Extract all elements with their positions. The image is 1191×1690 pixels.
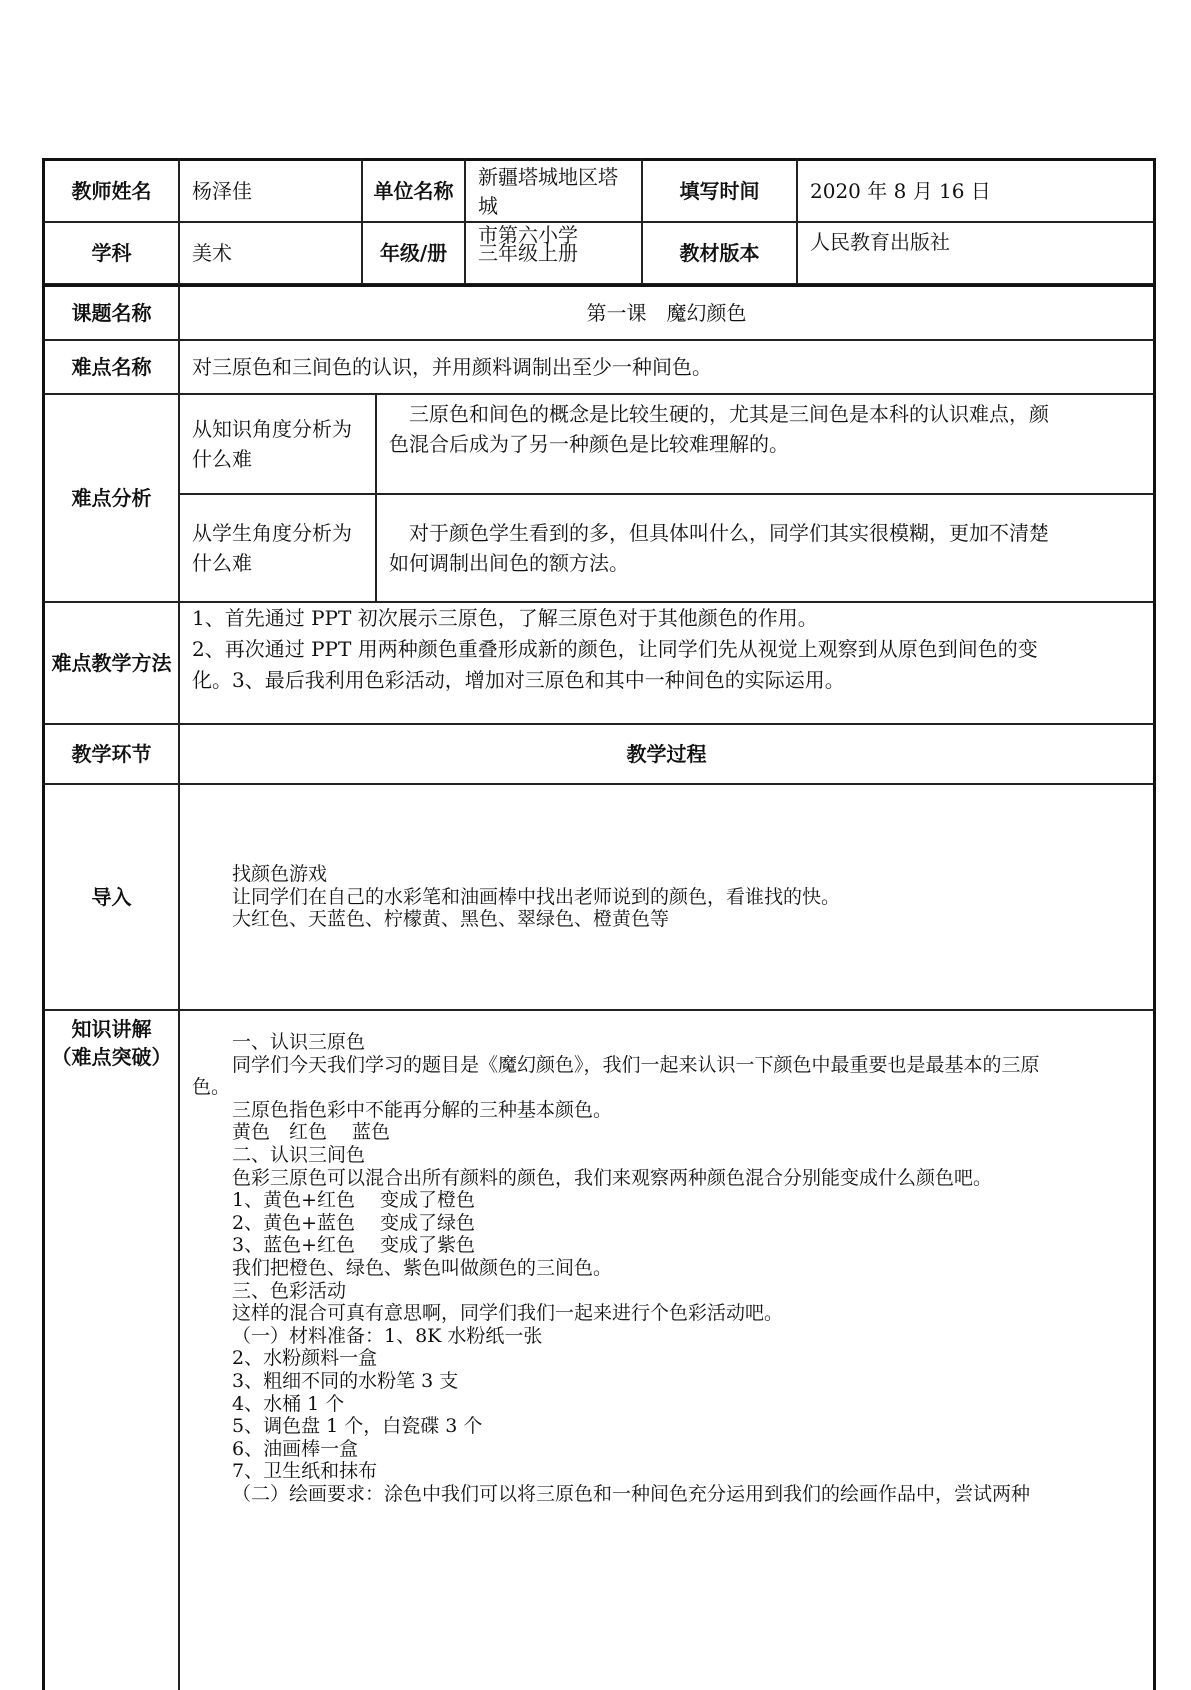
knowledge-line: 一、认识三原色 (232, 1031, 366, 1053)
knowledge-angle-label-line-1: 从知识角度分析为 (192, 417, 352, 441)
intro-line-1: 找颜色游戏 (232, 863, 328, 885)
subject-label: 学科 (42, 222, 179, 284)
fill-time-value: 2020 年 8 月 16 日 (797, 158, 1156, 222)
difficulty-value: 对三原色和三间色的认识，并用颜料调制出至少一种间色。 (179, 340, 1156, 394)
knowledge-line: （一）材料准备：1、8K 水粉纸一张 (232, 1324, 543, 1347)
knowledge-line: 黄色 红色 蓝色 (232, 1121, 391, 1144)
unit-name-line-1: 新疆塔城地区塔城 (478, 165, 618, 218)
process-step-label: 教学环节 (42, 724, 179, 784)
knowledge-line: 色彩三原色可以混合出所有颜料的颜色，我们来观察两种颜色混合分别能变成什么颜色吧。 (232, 1166, 993, 1189)
student-angle-text-line-2: 如何调制出间色的额方法。 (389, 551, 629, 575)
student-angle-label (179, 494, 376, 602)
knowledge-line: 3、蓝色+红色 变成了紫色 (232, 1234, 476, 1257)
knowledge-text (179, 1010, 1156, 1690)
method-line-1: 1、首先通过 PPT 初次展示三原色，了解三原色对于其他颜色的作用。 (192, 606, 818, 630)
knowledge-row (42, 1010, 1156, 1690)
knowledge-label-line-1: 知识讲解 (71, 1017, 152, 1041)
knowledge-line: 3、粗细不同的水粉笔 3 支 (232, 1369, 459, 1392)
intro-label: 导入 (42, 784, 179, 1010)
knowledge-angle-text (376, 394, 1156, 494)
knowledge-line: 这样的混合可真有意思啊，同学们我们一起来进行个色彩活动吧。 (232, 1302, 784, 1325)
knowledge-line: 2、黄色+蓝色 变成了绿色 (232, 1211, 476, 1234)
topic-value: 第一课 魔幻颜色 (179, 284, 1156, 340)
difficulty-label: 难点名称 (42, 340, 179, 394)
grade-value: 三年级上册 (465, 222, 642, 284)
knowledge-angle-label (179, 394, 376, 494)
subject-value: 美术 (179, 222, 362, 284)
student-angle-text-line-1: 对于颜色学生看到的多，但具体叫什么，同学们其实很模糊，更加不清楚 (389, 521, 1049, 545)
edition-value: 人民教育出版社 (797, 222, 1156, 284)
knowledge-line: 2、水粉颜料一盒 (232, 1347, 378, 1370)
difficulty-row (42, 340, 1156, 394)
knowledge-line: （二）绘画要求：涂色中我们可以将三原色和一种间色充分运用到我们的绘画作品中，尝试两种 (232, 1482, 1031, 1505)
knowledge-label-line-2: （难点突破） (51, 1045, 172, 1069)
analysis-row (42, 394, 1156, 602)
knowledge-line: 二、认识三间色 (232, 1143, 366, 1166)
knowledge-angle-text-line-2: 色混合后成为了另一种颜色是比较难理解的。 (389, 432, 789, 456)
knowledge-line: 1、黄色+红色 变成了橙色 (232, 1189, 476, 1212)
student-angle-label-line-1: 从学生角度分析为 (192, 521, 352, 545)
method-label: 难点教学方法 (42, 602, 179, 724)
knowledge-line: 6、油画棒一盒 (232, 1437, 359, 1460)
student-angle-label-line-2: 什么难 (192, 551, 252, 575)
intro-line-2: 让同学们在自己的水彩笔和油画棒中找出老师说到的颜色，看谁找的快。 (232, 885, 841, 908)
process-header-row (42, 724, 1156, 784)
edition-label: 教材版本 (642, 222, 797, 284)
intro-line-3: 大红色、天蓝色、柠檬黄、黑色、翠绿色、橙黄色等 (232, 908, 670, 931)
topic-row (42, 284, 1156, 340)
process-label: 教学过程 (179, 724, 1156, 784)
knowledge-line: 色。 (192, 1076, 231, 1099)
method-text (179, 602, 1156, 724)
grade-label: 年级/册 (362, 222, 465, 284)
info-row-2 (42, 222, 1156, 284)
method-line-2: 2、再次通过 PPT 用两种颜色重叠形成新的颜色，让同学们先从视觉上观察到从原色到间色的变 (192, 637, 1038, 661)
knowledge-line: 我们把橙色、绿色、紫色叫做颜色的三间色。 (232, 1256, 613, 1279)
teacher-name-value: 杨泽佳 (179, 158, 362, 222)
intro-row (42, 784, 1156, 1010)
teacher-name-label: 教师姓名 (42, 158, 179, 222)
method-row (42, 602, 1156, 724)
unit-name-value (465, 158, 642, 247)
knowledge-line: 7、卫生纸和抹布 (232, 1460, 378, 1483)
topic-label: 课题名称 (42, 284, 179, 340)
knowledge-label (42, 1010, 179, 1690)
knowledge-line: 三原色指色彩中不能再分解的三种基本颜色。 (232, 1098, 613, 1121)
unit-name-line-2: 市第六小学 (478, 223, 578, 247)
unit-name-label: 单位名称 (362, 158, 465, 222)
fill-time-label: 填写时间 (642, 158, 797, 222)
analysis-label: 难点分析 (42, 394, 179, 602)
method-line-3: 化。3、最后我利用色彩活动，增加对三原色和其中一种间色的实际运用。 (192, 668, 845, 692)
knowledge-line: 4、水桶 1 个 (232, 1392, 345, 1415)
student-angle-text (376, 494, 1156, 602)
knowledge-angle-label-line-2: 什么难 (192, 447, 252, 471)
knowledge-line: 三、色彩活动 (232, 1279, 347, 1302)
intro-text (179, 784, 1156, 1010)
knowledge-angle-text-line-1: 三原色和间色的概念是比较生硬的，尤其是三间色是本科的认识难点，颜 (389, 402, 1049, 426)
knowledge-line: 同学们今天我们学习的题目是《魔幻颜色》，我们一起来认识一下颜色中最重要也是最基本的三原 (232, 1053, 1040, 1076)
knowledge-line: 5、调色盘 1 个，白瓷碟 3 个 (232, 1415, 483, 1438)
